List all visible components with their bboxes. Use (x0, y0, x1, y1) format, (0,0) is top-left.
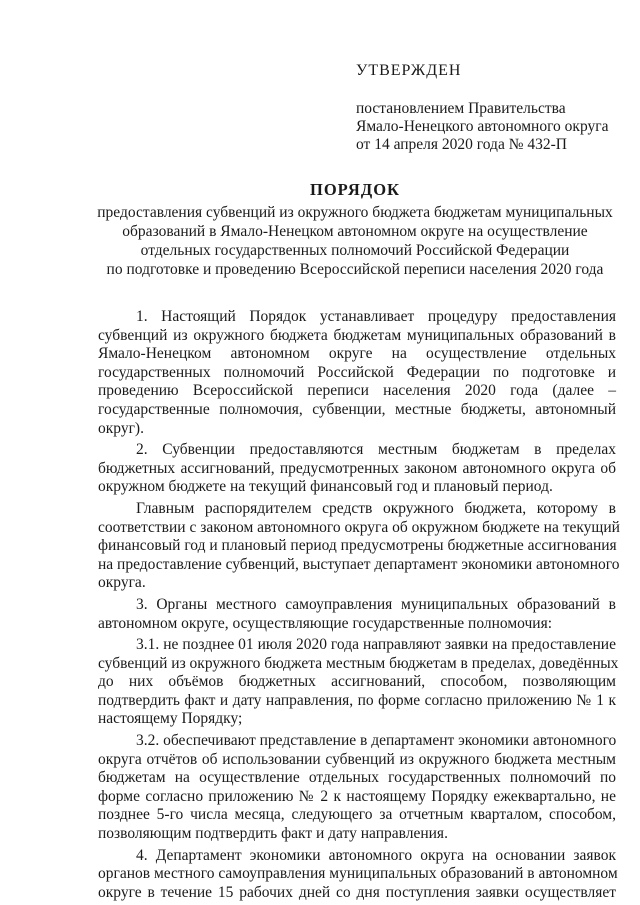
paragraph-line: государственные полномочия, субвенции, местные бюджеты, автономный (98, 400, 616, 418)
paragraph-line: 3.1. не позднее 01 июля 2020 года направляют заявки на предоставление (136, 636, 616, 654)
document-subtitle-line: образований в Ямало-Ненецком автономном округе на осуществление (122, 223, 588, 240)
approval-line-region: Ямало-Ненецкого автономного округа (356, 118, 609, 135)
document-subtitle-line: по подготовке и проведению Всероссийской переписи населения 2020 года (106, 261, 604, 278)
paragraph-2-chief-administrator (98, 499, 620, 593)
paragraph-line: позволяющим подтвердить факт и дату направления. (98, 825, 448, 843)
paragraph-3-2 (98, 732, 616, 844)
paragraph-line: округ). (98, 419, 144, 437)
paragraph-line: 2. Субвенции предоставляются местным бюджетам в пределах (136, 441, 616, 459)
paragraph-line: округе в течение 15 рабочих дней со дня поступления заявки осуществляет (98, 883, 616, 901)
paragraph-line: проведению Всероссийской переписи населения 2020 года (далее – (98, 382, 616, 400)
paragraph-line: округа. (98, 574, 146, 592)
document-heading (90, 180, 620, 279)
paragraph-line: государственных полномочий Российской Федерации по подготовке и (98, 363, 616, 381)
paragraph-line: 3.2. обеспечивают представление в департамент экономики автономного (136, 732, 617, 750)
paragraph-line: окружном бюджете на текущий финансовый год и плановый период. (98, 478, 553, 496)
approval-line-decree: постановлением Правительства (356, 100, 566, 117)
paragraph-line: позднее 5-го числа месяца, следующего за отчетным кварталом, способом, (98, 806, 616, 824)
paragraph-line: автономном округе, осуществляющие государственные полномочия: (98, 614, 553, 632)
paragraph-line: 4. Департамент экономики автономного округа на основании заявок (136, 846, 616, 864)
paragraph-line: настоящему Порядку; (98, 710, 243, 728)
document-body (98, 308, 620, 902)
document-subtitle-line: отдельных государственных полномочий Российской Федерации (140, 242, 570, 259)
paragraph-4 (98, 847, 616, 903)
paragraph-line: органов местного самоуправления муниципальных образований в автономном (98, 865, 618, 883)
paragraph-line: соответствии с законом автономного округа об окружном бюджете на текущий (98, 518, 620, 536)
paragraph-line: бюджетам на осуществление отдельных государственных полномочий по (98, 769, 616, 787)
paragraph-line: субвенций из окружного бюджета бюджетам муниципальных образований в (98, 326, 616, 344)
paragraph-line: подтвердить факт и дату направления, по форме согласно приложению № 1 к (98, 691, 616, 709)
paragraph-line: округа отчётов об использовании субвенций из окружного бюджета местным (98, 750, 616, 768)
approval-stamp-title: УТВЕРЖДЕН (356, 62, 462, 79)
document-subtitle-line: предоставления субвенций из окружного бюджета бюджетам муниципальных (97, 204, 613, 221)
document-title: ПОРЯДОК (310, 180, 400, 199)
paragraph-line: бюджетных ассигнований, предусмотренных законом автономного округа об (98, 459, 616, 477)
paragraph-line: до них объёмов бюджетных ассигнований, способом, позволяющим (98, 673, 616, 691)
paragraph-line: Ямало-Ненецком автономном округе на осуществление отдельных (98, 345, 616, 363)
paragraph-line: Главным распорядителем средств окружного бюджета, которому в (136, 499, 616, 517)
paragraph-line: финансовый год и плановый период предусмотрены бюджетные ассигнования (98, 537, 617, 555)
paragraph-2 (98, 441, 616, 497)
paragraph-line: 3. Органы местного самоуправления муниципальных образований в (136, 595, 616, 613)
approval-line-date: от 14 апреля 2020 года № 432-П (356, 136, 567, 153)
paragraph-line: субвенций из окружного бюджета местным бюджетам в пределах, доведённых (98, 654, 619, 672)
paragraph-line: форме согласно приложению № 2 к настоящему Порядку ежеквартально, не (98, 787, 616, 805)
paragraph-1 (98, 308, 616, 438)
paragraph-line: на предоставление субвенций, выступает департамент экономики автономного (98, 555, 620, 573)
paragraph-3-1 (98, 636, 619, 729)
approval-block (356, 62, 626, 154)
paragraph-line: 1. Настоящий Порядок устанавливает процедуру предоставления (136, 308, 616, 325)
paragraph-3 (98, 596, 616, 633)
